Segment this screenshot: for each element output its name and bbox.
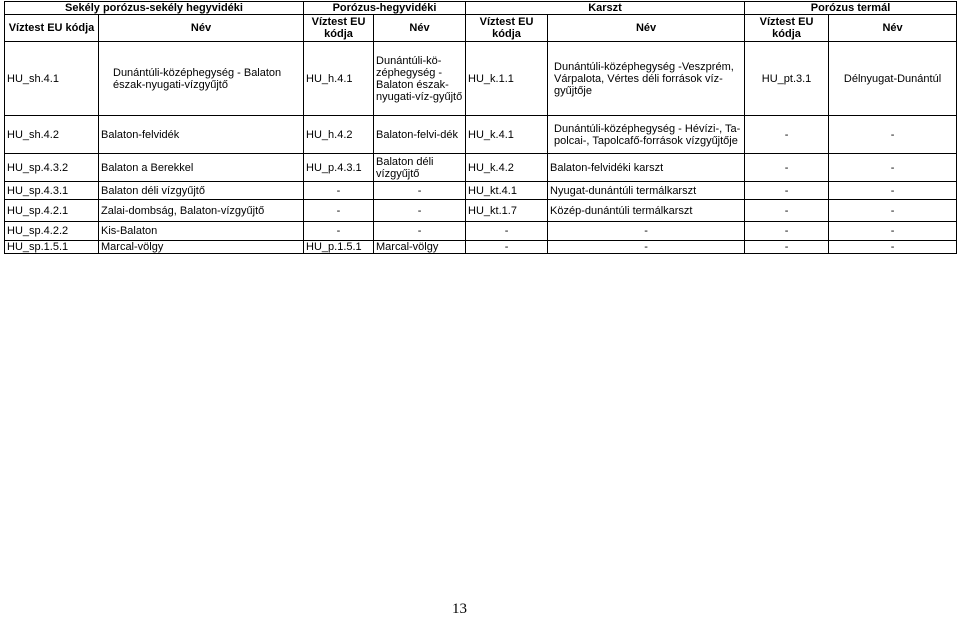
cell-name: Balaton-felvidéki karszt xyxy=(548,154,745,182)
cell-code: HU_sp.4.2.1 xyxy=(5,200,99,222)
cell-code: - xyxy=(304,182,374,200)
cell-code: HU_kt.4.1 xyxy=(466,182,548,200)
cell-name: - xyxy=(829,200,957,222)
cell-code: - xyxy=(745,241,829,254)
cell-name: Dunántúli-középhegység - Balaton észak-nyugati-vízgyűjtő xyxy=(99,42,304,116)
cell-code: HU_h.4.2 xyxy=(304,116,374,154)
cell-name: Nyugat-dunántúli termálkarszt xyxy=(548,182,745,200)
cell-code: HU_sp.4.3.2 xyxy=(5,154,99,182)
table-row xyxy=(5,42,957,116)
cell-code: - xyxy=(304,200,374,222)
cell-name: - xyxy=(829,116,957,154)
group-header-row xyxy=(5,2,957,15)
column-header-row xyxy=(5,15,957,42)
cell-code: HU_sh.4.2 xyxy=(5,116,99,154)
cell-name: Balaton déli vízgyűjtő xyxy=(374,154,466,182)
table-row xyxy=(5,200,957,222)
cell-name: - xyxy=(829,154,957,182)
cell-name: Délnyugat-Dunántúl xyxy=(829,42,957,116)
cell-name: Közép-dunántúli termálkarszt xyxy=(548,200,745,222)
page-number: 13 xyxy=(452,601,467,617)
cell-name: Dunántúli-középhegység - Hévízi-, Ta-polcai-, Tapolcafő-források vízgyűjtője xyxy=(548,116,745,154)
group-header-shallow: Sekély porózus-sekély hegyvidéki xyxy=(5,2,304,15)
cell-name: - xyxy=(548,222,745,241)
cell-code: - xyxy=(466,222,548,241)
column-header-name: Név xyxy=(548,15,745,42)
cell-code: - xyxy=(745,154,829,182)
column-header-name: Név xyxy=(829,15,957,42)
cell-name: Marcal-völgy xyxy=(99,241,304,254)
cell-name: - xyxy=(829,182,957,200)
cell-name: - xyxy=(374,182,466,200)
column-header-code: Víztest EU kódja xyxy=(304,15,374,42)
column-header-code: Víztest EU kódja xyxy=(5,15,99,42)
cell-code: HU_p.1.5.1 xyxy=(304,241,374,254)
column-header-name: Név xyxy=(374,15,466,42)
cell-code: HU_sh.4.1 xyxy=(5,42,99,116)
cell-code: - xyxy=(304,222,374,241)
cell-code: - xyxy=(745,200,829,222)
table-row xyxy=(5,182,957,200)
cell-code: HU_sp.1.5.1 xyxy=(5,241,99,254)
cell-name: Marcal-völgy xyxy=(374,241,466,254)
cell-name: Balaton a Berekkel xyxy=(99,154,304,182)
cell-code: HU_p.4.3.1 xyxy=(304,154,374,182)
cell-name: Balaton-felvi-dék xyxy=(374,116,466,154)
table-row xyxy=(5,241,957,254)
water-bodies-table xyxy=(4,1,957,254)
group-header-porous-thermal: Porózus termál xyxy=(745,2,957,15)
cell-name: Dunántúli-kö-zéphegység - Balaton észak-nyugati-víz-gyűjtő xyxy=(374,42,466,116)
group-header-porous-mountain: Porózus-hegyvidéki xyxy=(304,2,466,15)
cell-code: HU_h.4.1 xyxy=(304,42,374,116)
cell-name: - xyxy=(548,241,745,254)
cell-code: HU_sp.4.3.1 xyxy=(5,182,99,200)
cell-code: HU_k.1.1 xyxy=(466,42,548,116)
cell-code: - xyxy=(745,222,829,241)
column-header-code: Víztest EU kódja xyxy=(466,15,548,42)
cell-name: - xyxy=(829,222,957,241)
cell-name: - xyxy=(374,222,466,241)
table-row xyxy=(5,222,957,241)
table-row xyxy=(5,154,957,182)
table-row xyxy=(5,116,957,154)
group-header-karst: Karszt xyxy=(466,2,745,15)
cell-name: - xyxy=(374,200,466,222)
cell-code: HU_kt.1.7 xyxy=(466,200,548,222)
cell-name: Zalai-dombság, Balaton-vízgyűjtő xyxy=(99,200,304,222)
cell-name: Dunántúli-középhegység -Veszprém, Várpalota, Vértes déli források víz-gyűjtője xyxy=(548,42,745,116)
cell-code: HU_k.4.1 xyxy=(466,116,548,154)
cell-name: Balaton déli vízgyűjtő xyxy=(99,182,304,200)
cell-name: Balaton-felvidék xyxy=(99,116,304,154)
cell-code: - xyxy=(745,182,829,200)
cell-name: - xyxy=(829,241,957,254)
cell-code: HU_pt.3.1 xyxy=(745,42,829,116)
cell-code: - xyxy=(745,116,829,154)
cell-code: - xyxy=(466,241,548,254)
cell-name: Kis-Balaton xyxy=(99,222,304,241)
column-header-code: Víztest EU kódja xyxy=(745,15,829,42)
column-header-name: Név xyxy=(99,15,304,42)
cell-code: HU_sp.4.2.2 xyxy=(5,222,99,241)
cell-code: HU_k.4.2 xyxy=(466,154,548,182)
